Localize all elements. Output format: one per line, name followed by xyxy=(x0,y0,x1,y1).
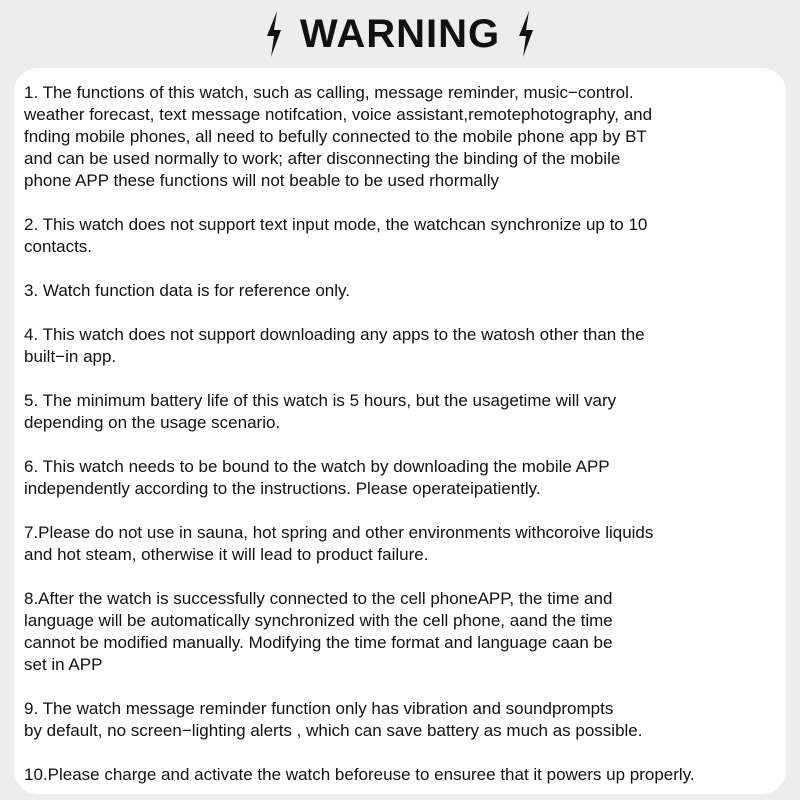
warning-list xyxy=(24,82,794,800)
list-item: 2. This watch does not support text input mode, the watchcan synchronize up to 10 contacts. xyxy=(24,215,648,256)
list-item: 6. This watch needs to be bound to the watch by downloading the mobile APP independently according to the instructions. Please operateipatiently. xyxy=(24,457,610,498)
page-title: WARNING xyxy=(299,12,501,56)
list-item: 9. The watch message reminder function only has vibration and soundprompts by default, no screen−lighting alerts , which can save battery as much as possible. xyxy=(24,699,643,740)
warning-header xyxy=(0,0,800,68)
list-item: 7.Please do not use in sauna, hot spring and other environments withcoroive liquids and hot steam, otherwise it will lead to product failure. xyxy=(24,523,654,564)
list-item: 3. Watch function data is for reference only. xyxy=(24,281,350,300)
list-item: 1. The functions of this watch, such as calling, message reminder, music−control. weather forecast, text message notifcation, voice assistant,remotephotography, and fnding mobile phones, all need to befully connected to the mobile phone app by BT and can be used normally to work; after disconnecting the binding of the mobile phone APP these functions will not beable to be used rhormally xyxy=(24,83,653,190)
list-item: 5. The minimum battery life of this watch is 5 hours, but the usagetime will vary depending on the usage scenario. xyxy=(24,391,617,432)
list-item: 10.Please charge and activate the watch beforeuse to ensuree that it powers up properly. xyxy=(24,765,695,784)
lightning-bolt-icon xyxy=(264,11,284,57)
lightning-bolt-icon xyxy=(516,11,536,57)
list-item: 8.After the watch is successfully connected to the cell phoneAPP, the time and language will be automatically synchronized with the cell phone, aand the time cannot be modified manually. Modifying the time format and language caan be set in APP xyxy=(24,589,613,674)
list-item: 4. This watch does not support downloading any apps to the watosh other than the built−in app. xyxy=(24,325,645,366)
